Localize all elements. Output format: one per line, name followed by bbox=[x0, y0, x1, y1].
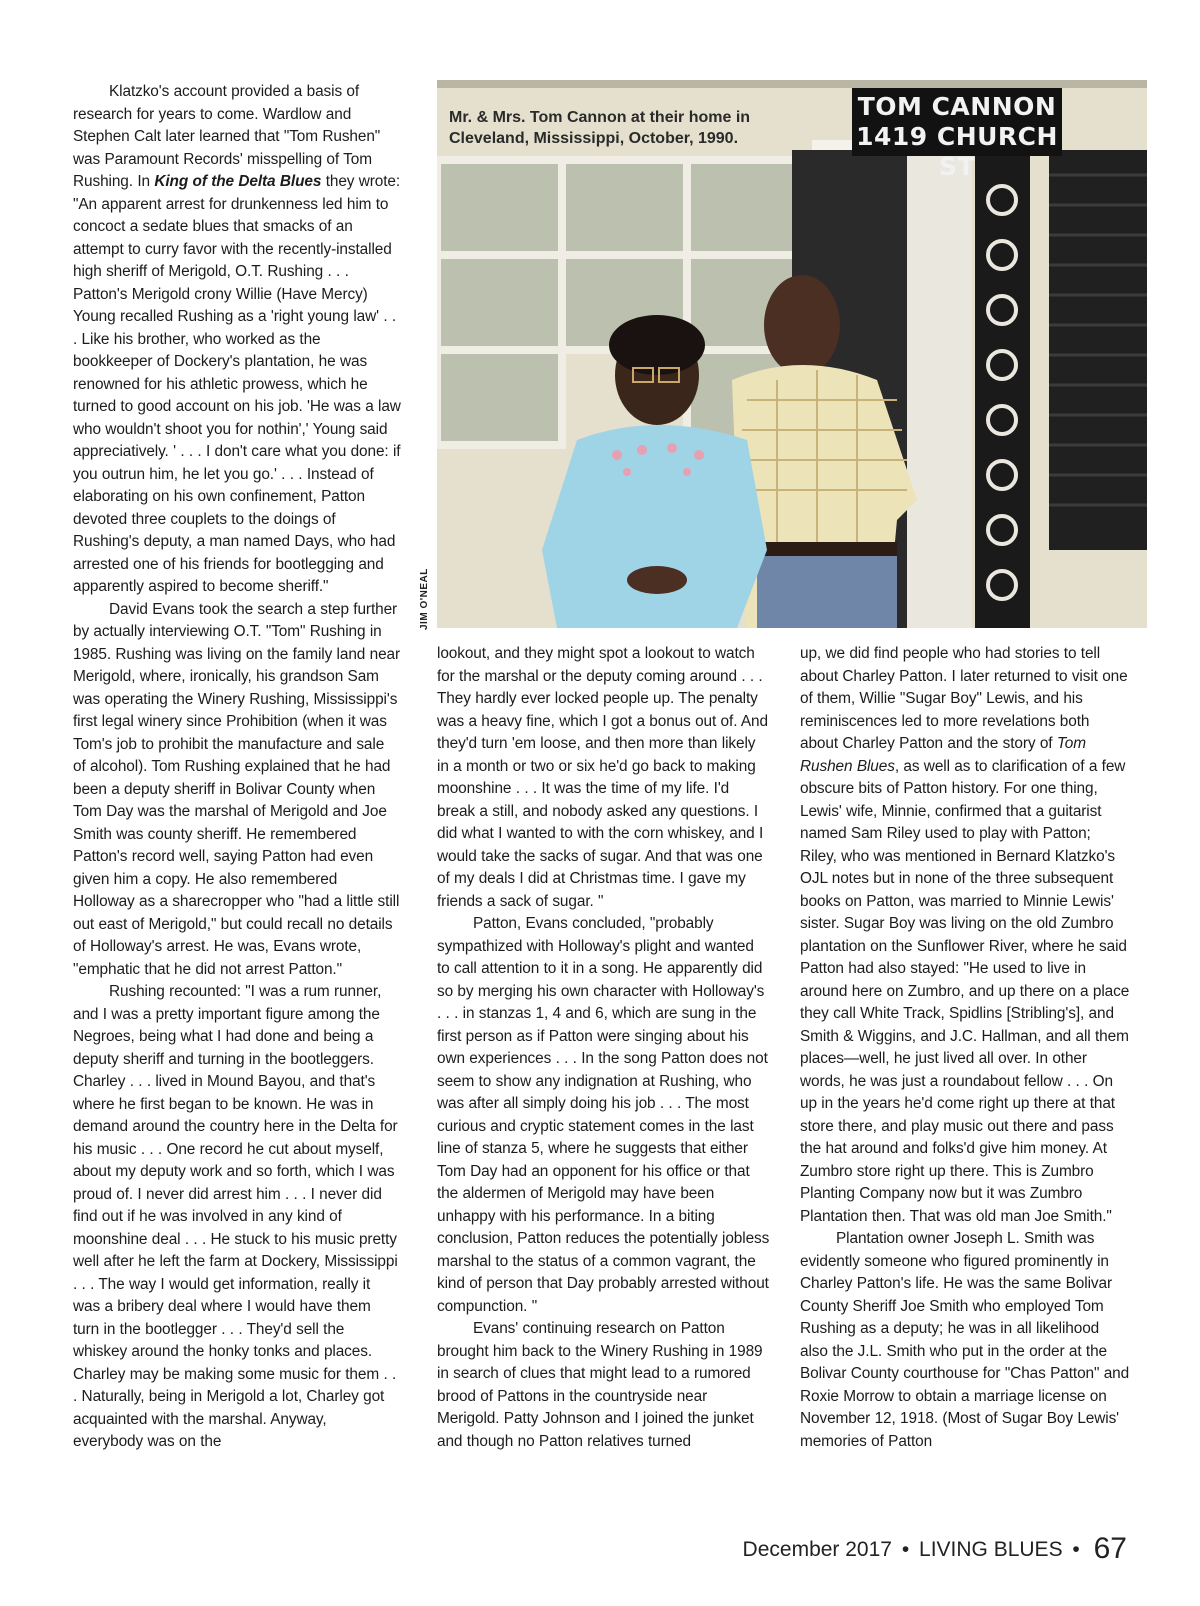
sign-line: 1419 CHURCH ST bbox=[856, 122, 1058, 181]
magazine-name: LIVING BLUES bbox=[919, 1538, 1063, 1561]
article-column-3 bbox=[800, 643, 1130, 1453]
page-footer bbox=[743, 1532, 1127, 1566]
paragraph: Plantation owner Joseph L. Smith was evidently someone who figured prominently in Charley Patton's life. He was the same Bolivar County Sheriff Joe Smith who employed Tom Rushing as a deputy; he was in all likelihood also the J.L. Smith who put in the order at the Bolivar County courthouse for "Chas Patton" and Roxie Morrow to obtain a marriage license on November 12, 1918. (Most of Sugar Boy Lewis' memories of Patton bbox=[800, 1230, 1130, 1450]
issue-date: December 2017 bbox=[742, 1538, 892, 1561]
paragraph: lookout, and they might spot a lookout to watch for the marshal or the deputy coming around . . . They hardly ever locked people up. The penalty was a heavy fine, which I got a bonus out of. And they'd turn 'em loose, and then more than likely in a month or two or six he'd go back to making moonshine . . . It was the time of my life. I'd break a still, and nobody asked any questions. I did what I wanted to with the corn whiskey, and I would take the sacks of sugar. And that was one of my deals I did at Christmas time. I gave my friends a sack of sugar. " bbox=[437, 645, 768, 910]
paragraph: Klatzko's account provided a basis of research for years to come. Wardlow and Stephen Calt later learned that "Tom Rushen" was Paramount Records' misspelling of Tom Rushing. In King of the Delta Blues they wrote: "An apparent arrest for drunkenness led him to concoct a sedate blues that smacks of an attempt to curry favor with the recently-installed high sheriff of Merigold, O.T. Rushing . . . Patton's Merigold crony Willie (Have Mercy) Young recalled Rushing as a 'right young law' . . . Like his brother, who worked as the bookkeeper of Dockery's plantation, he was renowned for his athletic prowess, which he turned to good account on his job. 'He was a law who wouldn't shoot you for nothin',' Young said appreciatively. ' . . . I don't care what you done: if you outrun him, he let you go.' . . . Instead of elaborating on his own confinement, Patton devoted three couplets to the doings of Rushing's deputy, a man named Days, who had arrested one of his friends for bootlegging and apparently aspired to become sheriff." bbox=[73, 83, 401, 595]
book-title: King of the Delta Blues bbox=[154, 173, 322, 190]
paragraph: Rushing recounted: "I was a rum runner, and I was a pretty important figure among the Negroes, being what I had done and being a deputy sheriff and turning in the bootleggers. Charley . . . lived in Mound Bayou, and that's where he first began to be known. He was in demand around the country here in the Delta for his music . . . One record he cut about myself, about my deputy work and so forth, which I was proud of. I never did arrest him . . . I never did find out if he was involved in any kind of moonshine deal . . . He stuck to his music pretty well after he left the farm at Dockery, Mississippi . . . The way I would get information, really it was a bribery deal where I would have them turn in the bootlegger . . . They'd sell the whiskey around the honky tonks and places. Charley may be making some music for them . . . Naturally, being in Merigold a lot, Charley got acquainted with the marshal. Anyway, everybody was on the bbox=[73, 983, 398, 1450]
paragraph: Evans' continuing research on Patton brought him back to the Winery Rushing in 1989 in search of clues that might lead to a rumored brood of Pattons in the countryside near Merigold. Patty Johnson and I joined the junket and though no Patton relatives turned bbox=[437, 1320, 763, 1450]
separator: • bbox=[1072, 1538, 1080, 1561]
caption-line: Cleveland, Mississippi, October, 1990. bbox=[449, 130, 739, 147]
sign-line: TOM CANNON bbox=[857, 92, 1057, 121]
photo-credit: JIM O'NEAL bbox=[419, 568, 430, 630]
paragraph: up, we did find people who had stories to tell about Charley Patton. I later returned to visit one of them, Willie "Sugar Boy" Lewis, and his reminiscences led to more revelations both about Charley Patton and the story of Tom Rushen Blues, as well as to clarification of a few obscure bits of Patton history. For one thing, Lewis' wife, Minnie, confirmed that a guitarist named Sam Riley used to play with Patton; Riley, who was mentioned in Bernard Klatzko's OJL notes but in none of the three subsequent books on Patton, was married to Minnie Lewis' sister. Sugar Boy was living on the old Zumbro plantation on the Sunflower River, where he said Patton had also stayed: "He used to live in around here on Zumbro, and up there on a place they call White Track, Spidlins [Stribling's], and Smith & Wiggins, and J.C. Hallman, and all them places—well, he just lived all over. In other words, he was just a roundabout fellow . . . On up in the years he'd come right up there at that store there, and play music out there and pass the hat around and folks'd give him money. At Zumbro store right up there. This is Zumbro Planting Company now but it was Zumbro Plantation then. That was old man Joe Smith." bbox=[800, 645, 1130, 1225]
paragraph: David Evans took the search a step further by actually interviewing O.T. "Tom" Rushing in 1985. Rushing was living on the family land near Merigold, where, ironically, his grandson Sam was operating the Winery Rushing, Mississippi's first legal winery since Prohibition (when it was Tom's job to prohibit the manufacture and sale of alcohol). Tom Rushing explained that he had been a deputy sheriff in Bolivar County when Tom Day was the marshal of Merigold and Joe Smith was county sheriff. He remembered Patton's record well, saying Patton had even given him a copy. He also remembered Holloway as a sharecropper who "had a little still out east of Merigold," but could recall no details of Holloway's arrest. He was, Evans wrote, "emphatic that he did not arrest Patton." bbox=[73, 600, 401, 978]
article-column-2 bbox=[437, 643, 770, 1453]
paragraph: Patton, Evans concluded, "probably sympathized with Holloway's plight and wanted to call attention to it in a song. He apparently did so by merging his own character with Holloway's . . . in stanzas 1, 4 and 6, which are sung in the first person as if Patton were singing about his own experiences . . . In the song Patton does not seem to show any indignation at Rushing, who was after all simply doing his job . . . The most curious and cryptic statement comes in the last line of stanza 5, where he suggests that either Tom Day had an opponent for his office or that the aldermen of Merigold may have been unhappy with his performance. In a biting conclusion, Patton reduces the potentially jobless marshal to the status of a common vagrant, the kind of person that Day probably arrested without compunction. " bbox=[437, 915, 770, 1315]
article-column-1 bbox=[73, 81, 401, 1454]
photo-caption bbox=[449, 107, 829, 149]
song-title: Tom Rushen Blues bbox=[800, 735, 1086, 775]
address-sign bbox=[852, 88, 1062, 181]
page-number: 67 bbox=[1093, 1532, 1127, 1565]
separator: • bbox=[901, 1538, 910, 1561]
caption-line: Mr. & Mrs. Tom Cannon at their home in bbox=[449, 109, 751, 126]
